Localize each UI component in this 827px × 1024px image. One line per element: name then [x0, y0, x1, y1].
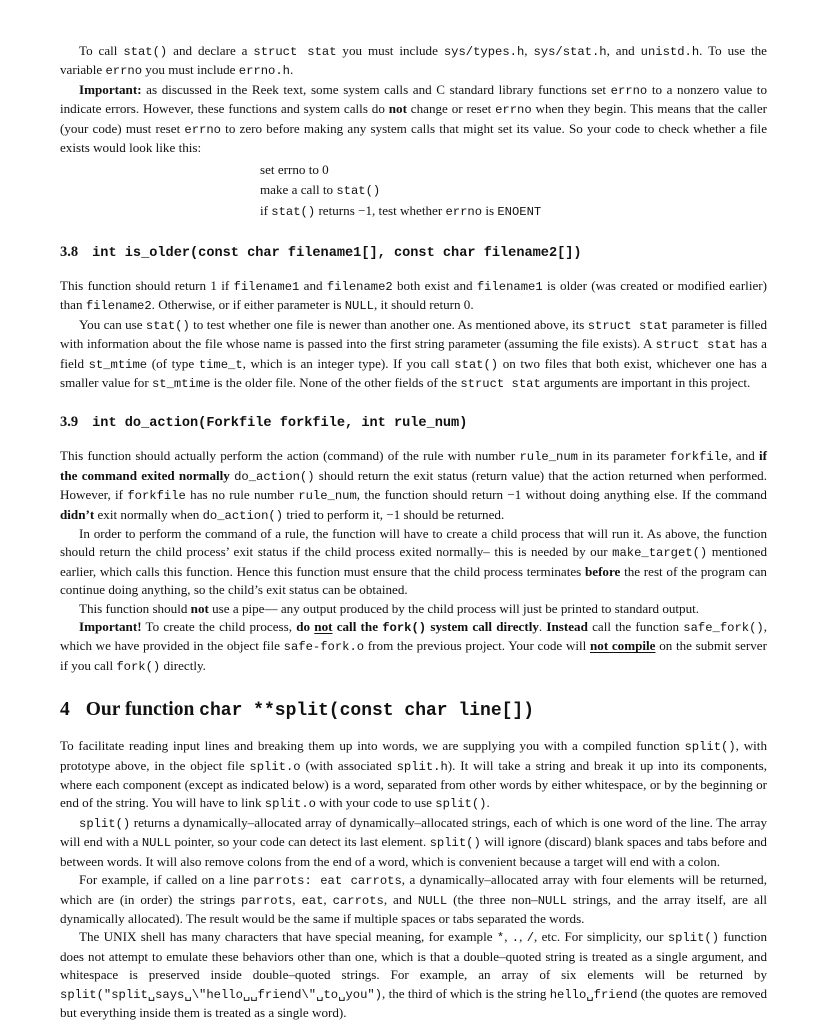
pseudocode-line: set errno to 0 [260, 162, 329, 178]
is-older-paragraph-1: This function should return 1 if filename1 and filename2 both exist and filename1 is older (was created or modified earlier) than filename2. Otherwise, or if either parameter is NULL, it should return 0. [60, 277, 767, 314]
do-action-paragraph-2: In order to perform the command of a rule, the function will have to create a child process that will run it. As above, the function should return the child process’ exit status if the child process exited normally– this is needed by our make_target() mentioned earlier, which calls this function. Hence this function must ensure that the child process terminates before the rest of the program can continue doing anything, so the child’s exit status can be obtained. [60, 526, 767, 598]
split-paragraph-4: The UNIX shell has many characters that have special meaning, for example *, ., /, etc. For simplicity, our split() function does not attempt to emulate these behaviors other than one, which is that a double–quoted string is treated as a single argument, and whitespace is preserved inside double–quoted strings. For example, an array of six elements will be returned by split("split␣says␣\"hello␣␣friend\"␣to␣you"), the third of which is the string hello␣friend (the quotes are removed but everything inside them is treated as a single word). [60, 929, 767, 1020]
section-heading-4: 4 Our function char **split(const char line[]) [60, 699, 535, 722]
section-heading-3-8: 3.8 int is_older(const char filename1[], const char filename2[]) [60, 243, 582, 261]
pseudocode-line: if stat() returns −1, test whether errno is ENOENT [260, 203, 542, 220]
do-action-paragraph-3: This function should not use a pipe— any output produced by the child process will just be printed to standard output. [79, 600, 700, 616]
is-older-paragraph-2: You can use stat() to test whether one file is newer than another one. As mentioned above, its struct stat parameter is filled with information about the file whose name is passed into the first string parameter (assuming the file exists). A struct stat has a field st_mtime (of type time_t, which is an integer type). If you call stat() on two files that both exist, whichever one has a smaller value for st_mtime is the older file. None of the other fields of the struct stat arguments are important in this project. [60, 316, 767, 391]
intro-paragraph-includes: To call stat() and declare a struct stat you must include sys/types.h, sys/stat.h, and unistd.h. To use the variable errno you must include errno.h. [60, 43, 767, 79]
split-paragraph-1: To facilitate reading input lines and breaking them up into words, we are supplying you with a compiled function split(), with prototype above, in the object file split.o (with associated split.h). It will take a string and break it up into its components, where each component (except as indicated below) is a word, separated from other words by either whitespace, or by the beginning or end of the string. You will have to link split.o with your code to use split(). [60, 738, 767, 812]
split-paragraph-3: For example, if called on a line parrots: eat carrots, a dynamically–allocated array with four elements will be returned, which are (in order) the strings parrots, eat, carrots, and NULL (the three non–NULL strings, and the array itself, are all dynamically allocated). The result would be the same if multiple spaces or tabs separated the words. [60, 872, 768, 926]
intro-paragraph-errno: Important: as discussed in the Reek text, some system calls and C standard library functions set errno to a nonzero value to indicate errors. However, these functions and system calls do not change or reset errno when they begin. This means that the caller (your code) must reset errno to zero before making any system calls that might set its value. So your code to check whether a file exists would look like this: [60, 81, 768, 156]
do-action-paragraph-4: Important! To create the child process, do not call the fork() system call directly. Instead call the function safe_fork(), which we have provided in the object file safe-fork.o from the previous project. Your code will not compile on the submit server if you call fork() directly. [60, 619, 768, 674]
split-paragraph-2: split() returns a dynamically–allocated array of dynamically–allocated strings, each of which is one word of the line. The array will end with a NULL pointer, so your code can detect its last element. split() will ignore (discard) blank spaces and tabs before and between words. It will also remove colons from the end of a word, which is convenient because a target will end with a colon. [60, 814, 767, 869]
do-action-paragraph-1: This function should actually perform the action (command) of the rule with number rule_num in its parameter forkfile, and if the command exited normally do_action() should return the exit status (return value) that the action returned when performed. However, if forkfile has no rule number rule_num, the function should return −1 without doing anything else. If the command didn’t exit normally when do_action() tried to perform it, −1 should be returned. [60, 448, 767, 523]
section-heading-3-9: 3.9 int do_action(Forkfile forkfile, int rule_num) [60, 414, 468, 432]
pseudocode-line: make a call to stat() [260, 181, 381, 198]
errno-pseudocode [260, 160, 767, 223]
